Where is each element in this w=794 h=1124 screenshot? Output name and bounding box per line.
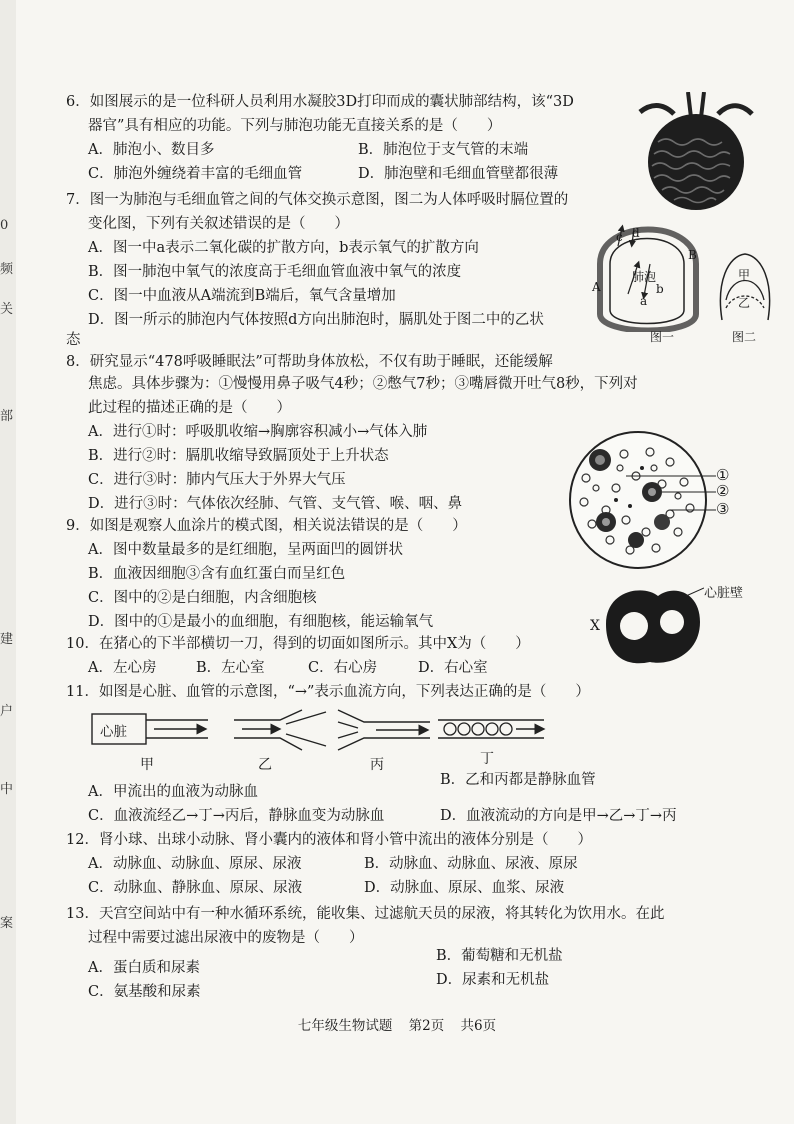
margin-mark: 中 bbox=[0, 782, 14, 797]
fig2-label-jia: 甲 bbox=[738, 268, 751, 282]
vessel-label-jia: 甲 bbox=[140, 757, 154, 773]
q13-option-b: B．葡萄糖和无机盐 bbox=[436, 948, 563, 964]
q11-stem: 11．如图是心脏、血管的示意图，“→”表示血流方向，下列表达正确的是（ ） bbox=[66, 684, 590, 700]
q8-option-c: C．进行③时：肺内气压大于外界大气压 bbox=[88, 472, 346, 488]
q8-option-b: B．进行②时：膈肌收缩导致膈顶处于上升状态 bbox=[88, 448, 389, 464]
fig1-alveolus-label: 肺泡 bbox=[632, 270, 657, 284]
q13-option-c: C．氨基酸和尿素 bbox=[88, 984, 201, 1000]
diaphragm-position-diagram bbox=[714, 252, 776, 324]
q8-option-a: A．进行①时：呼吸肌收缩→胸廓容积减小→气体入肺 bbox=[88, 424, 428, 440]
q10-option-b: B．左心室 bbox=[196, 660, 265, 676]
margin-mark: 关 bbox=[0, 302, 14, 317]
q10-option-c: C．右心房 bbox=[308, 660, 378, 676]
printed-lung-image bbox=[622, 92, 772, 212]
q11-option-b: B．乙和丙都是静脉血管 bbox=[440, 772, 596, 788]
q8-stem-line3: 此过程的描述正确的是（ ） bbox=[88, 400, 291, 416]
q6-option-b: B．肺泡位于支气管的末端 bbox=[358, 142, 529, 158]
q12-option-d: D．动脉血、原尿、血浆、尿液 bbox=[364, 880, 565, 896]
q7-option-a: A．图一中a表示二氧化碳的扩散方向，b表示氧气的扩散方向 bbox=[88, 240, 479, 256]
q13-option-d: D．尿素和无机盐 bbox=[436, 972, 550, 988]
q10-option-d: D．右心室 bbox=[418, 660, 488, 676]
margin-mark: 0 bbox=[0, 218, 9, 233]
q7-option-c: C．图一中血液从A端流到B端后，氧气含量增加 bbox=[88, 288, 396, 304]
margin-mark: 案 bbox=[0, 916, 14, 931]
vessel-label-ding: 丁 bbox=[480, 751, 494, 767]
q10-option-a: A．左心房 bbox=[88, 660, 157, 676]
smear-label-3: ③ bbox=[716, 500, 730, 518]
q12-option-c: C．动脉血、静脉血、原尿、尿液 bbox=[88, 880, 303, 896]
footer-page: 第2页 bbox=[408, 1018, 445, 1034]
q12-option-b: B．动脉血、动脉血、尿液、原尿 bbox=[364, 856, 578, 872]
q7-stem-line1: 7．图一为肺泡与毛细血管之间的气体交换示意图，图二为人体呼吸时膈位置的 bbox=[66, 192, 569, 208]
q6-stem-line2: 器官”具有相应的功能。下列与肺泡功能无直接关系的是（ ） bbox=[88, 118, 502, 134]
q7-option-b: B．图一肺泡中氧气的浓度高于毛细血管血液中氧气的浓度 bbox=[88, 264, 462, 280]
q8-stem-line1: 8．研究显示“478呼吸睡眠法”可帮助身体放松，不仅有助于睡眠，还能缓解 bbox=[66, 354, 553, 370]
q11-option-c: C．血液流经乙→丁→丙后，静脉血变为动脉血 bbox=[88, 808, 385, 824]
margin-mark: 频 bbox=[0, 262, 14, 277]
q12-option-a: A．动脉血、动脉血、原尿、尿液 bbox=[88, 856, 302, 872]
fig1-label-b: b bbox=[656, 282, 664, 296]
smear-label-1: ① bbox=[716, 466, 730, 484]
q11-option-a: A．甲流出的血液为动脉血 bbox=[88, 784, 258, 800]
fig2-caption: 图二 bbox=[732, 330, 757, 344]
q9-option-a: A．图中数量最多的是红细胞，呈两面凹的圆饼状 bbox=[88, 542, 403, 558]
margin-mark: 户 bbox=[0, 704, 14, 719]
footer-subject: 七年级生物试题 bbox=[297, 1018, 393, 1034]
heart-wall-label: 心脏壁 bbox=[704, 586, 744, 601]
q12-stem: 12．肾小球、出球小动脉、肾小囊内的液体和肾小管中流出的液体分别是（ ） bbox=[66, 832, 592, 848]
q8-option-d: D．进行③时：气体依次经肺、气管、支气管、喉、咽、鼻 bbox=[88, 496, 463, 512]
vessel-label-bing: 丙 bbox=[370, 757, 384, 773]
q13-option-a: A．蛋白质和尿素 bbox=[88, 960, 200, 976]
vessel-yi-diagram bbox=[232, 708, 328, 752]
vessel-ding-diagram bbox=[436, 708, 546, 752]
footer-total: 共6页 bbox=[460, 1018, 497, 1034]
heart-cross-section-diagram bbox=[600, 582, 704, 668]
q9-stem: 9．如图是观察人血涂片的模式图，相关说法错误的是（ ） bbox=[66, 518, 467, 534]
fig1-label-a: a bbox=[640, 294, 648, 308]
q10-stem: 10．在猪心的下半部横切一刀，得到的切面如图所示。其中X为（ ） bbox=[66, 636, 530, 652]
smear-label-2: ② bbox=[716, 482, 730, 500]
q8-stem-line2: 焦虑。具体步骤为：①慢慢用鼻子吸气4秒；②憋气7秒；③嘴唇微开吐气8秒，下列对 bbox=[88, 376, 638, 392]
fig1-caption: 图一 bbox=[650, 330, 675, 344]
fig1-label-A: A bbox=[592, 280, 601, 294]
fig1-label-d: d bbox=[632, 226, 640, 240]
heart-label-x: X bbox=[590, 618, 600, 634]
q7-stem-line2: 变化图，下列有关叙述错误的是（ ） bbox=[88, 216, 349, 232]
q13-stem-line1: 13．天宫空间站中有一种水循环系统，能收集、过滤航天员的尿液，将其转化为饮用水。在此 bbox=[66, 906, 665, 922]
q6-stem-line1: 6．如图展示的是一位科研人员利用水凝胶3D打印而成的囊状肺部结构，该“3D bbox=[66, 94, 574, 110]
margin-mark: 建 bbox=[0, 632, 14, 647]
q9-option-c: C．图中的②是白细胞，内含细胞核 bbox=[88, 590, 317, 606]
heart-box-label: 心脏 bbox=[100, 724, 127, 740]
blood-smear-diagram bbox=[566, 428, 716, 578]
q7-option-d-line1: D．图一所示的肺泡内气体按照d方向出肺泡时，膈肌处于图二中的乙状 bbox=[88, 312, 544, 328]
page-footer bbox=[0, 1014, 794, 1034]
vessel-bing-diagram bbox=[336, 708, 432, 752]
q6-option-d: D．肺泡壁和毛细血管壁都很薄 bbox=[358, 166, 559, 182]
vessel-label-yi: 乙 bbox=[258, 757, 272, 773]
q11-option-d: D．血液流动的方向是甲→乙→丁→丙 bbox=[440, 808, 677, 824]
q13-stem-line2: 过程中需要过滤出尿液中的废物是（ ） bbox=[88, 930, 364, 946]
binding-margin bbox=[0, 0, 16, 1124]
q7-option-d-line2: 态 bbox=[66, 332, 81, 348]
margin-mark: 部 bbox=[0, 409, 14, 424]
fig1-label-c: c bbox=[616, 230, 623, 244]
q9-option-b: B．血液因细胞③含有血红蛋白而呈红色 bbox=[88, 566, 346, 582]
q6-option-c: C．肺泡外缠绕着丰富的毛细血管 bbox=[88, 166, 303, 182]
fig1-label-B: B bbox=[688, 248, 697, 262]
q9-option-d: D．图中的①是最小的血细胞，有细胞核，能运输氧气 bbox=[88, 614, 434, 630]
q6-option-a: A．肺泡小、数目多 bbox=[88, 142, 215, 158]
fig2-label-yi: 乙 bbox=[738, 296, 751, 310]
